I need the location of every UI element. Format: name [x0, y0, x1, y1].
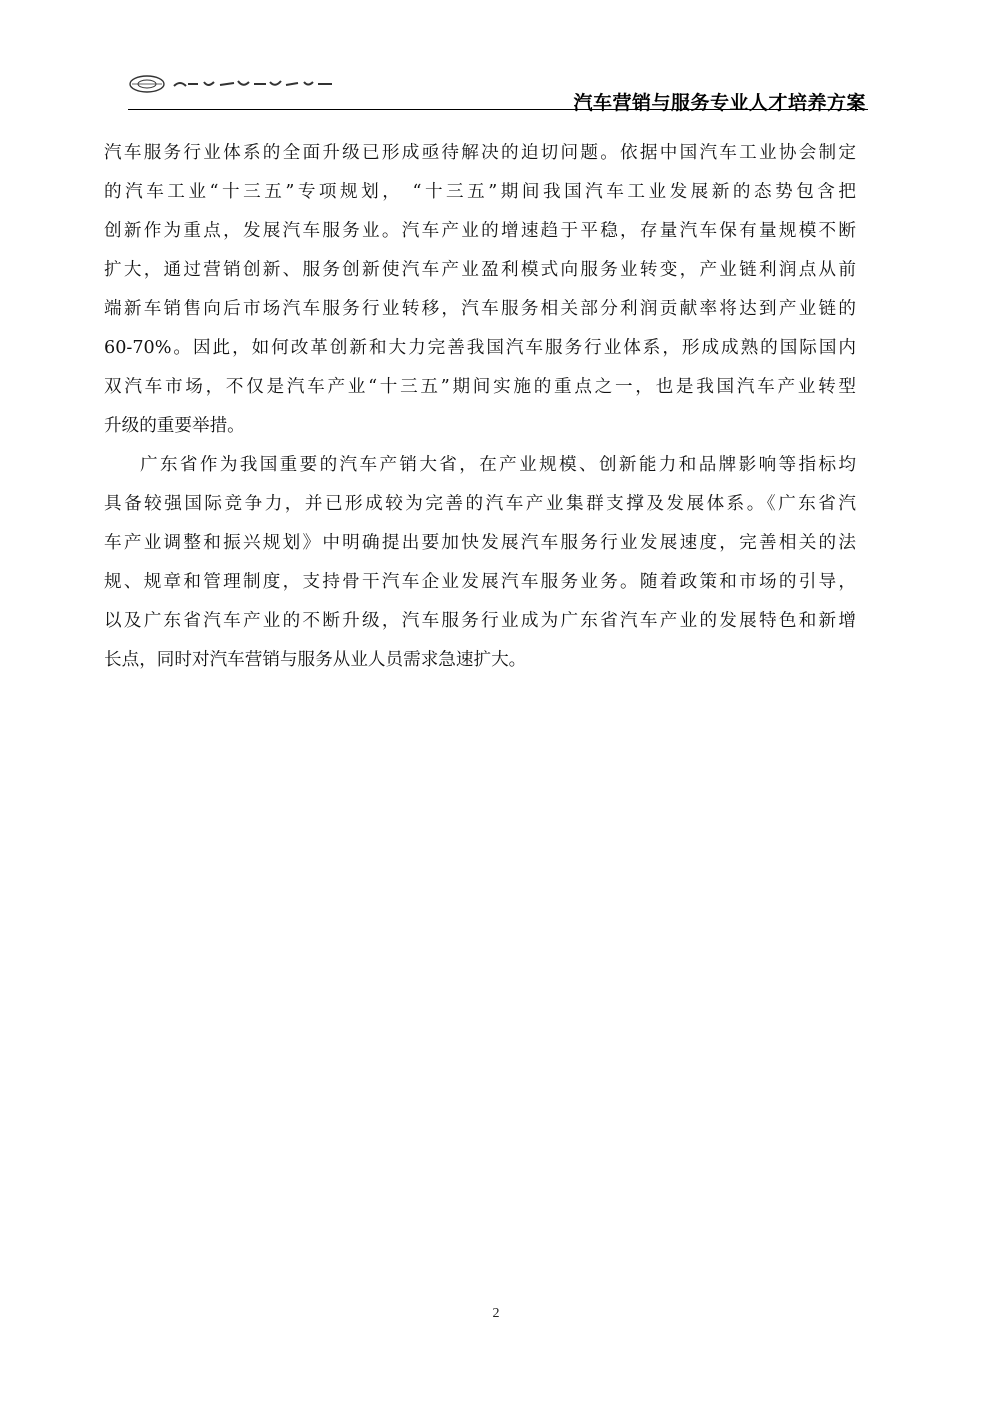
text-line: 广东省作为我国重要的汽车产销大省，在产业规模、创新能力和品牌影响等指标均: [140, 455, 856, 475]
text-line: 的汽车工业“十三五”专项规划， “十三五”期间我国汽车工业发展新的态势包含把: [104, 182, 856, 202]
institution-logo-icon: [128, 72, 348, 94]
document-title: 汽车营销与服务专业人才培养方案: [573, 92, 866, 114]
text-line: 60-70%。因此，如何改革创新和大力完善我国汽车服务行业体系，形成成熟的国际国内: [104, 338, 856, 358]
text-line: 以及广东省汽车产业的不断升级，汽车服务行业成为广东省汽车产业的发展特色和新增: [104, 611, 856, 631]
page-header: [128, 70, 868, 112]
document-body: [104, 134, 856, 680]
paragraph-2: [104, 446, 856, 680]
text-line: 双汽车市场，不仅是汽车产业“十三五”期间实施的重点之一，也是我国汽车产业转型: [104, 377, 856, 397]
page-number: 2: [492, 1306, 500, 1321]
text-line: 端新车销售向后市场汽车服务行业转移，汽车服务相关部分利润贡献率将达到产业链的: [104, 299, 856, 319]
paragraph-1: [104, 134, 856, 446]
text-line: 扩大，通过营销创新、服务创新使汽车产业盈利模式向服务业转变，产业链利润点从前: [104, 260, 856, 280]
text-line: 具备较强国际竞争力，并已形成较为完善的汽车产业集群支撑及发展体系。《广东省汽: [104, 494, 856, 514]
header-divider: [128, 109, 868, 110]
text-line: 长点，同时对汽车营销与服务从业人员需求急速扩大。: [104, 650, 527, 670]
text-line: 创新作为重点，发展汽车服务业。汽车产业的增速趋于平稳，存量汽车保有量规模不断: [104, 221, 856, 241]
text-line: 汽车服务行业体系的全面升级已形成亟待解决的迫切问题。依据中国汽车工业协会制定: [104, 143, 856, 163]
text-line: 升级的重要举措。: [104, 416, 245, 436]
text-line: 车产业调整和振兴规划》中明确提出要加快发展汽车服务行业发展速度，完善相关的法: [104, 533, 856, 553]
text-line: 规、规章和管理制度，支持骨干汽车企业发展汽车服务业务。随着政策和市场的引导，: [104, 572, 856, 592]
